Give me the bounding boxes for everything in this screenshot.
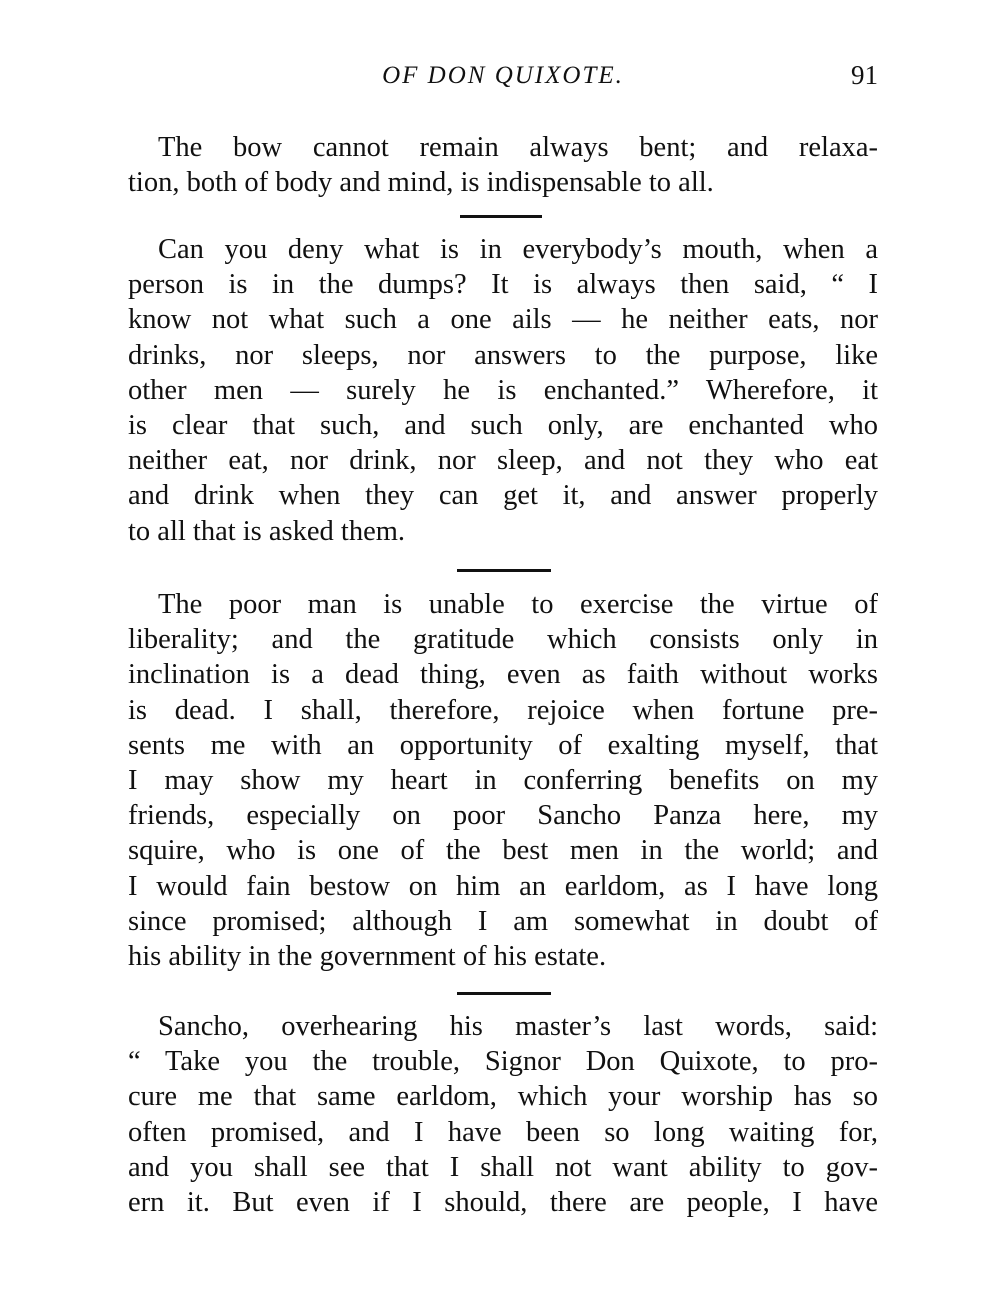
text-line: know not what such a one ails — he neither eats, nor (128, 304, 878, 336)
text-line: I would fain bestow on him an earldom, as I have long (128, 870, 878, 902)
text-line: to all that is asked them. (128, 515, 406, 547)
paragraph-1 (128, 130, 878, 200)
section-divider (460, 215, 542, 218)
text-line: cure me that same earldom, which your worship has so (128, 1081, 878, 1113)
text-line: The bow cannot remain always bent; and relaxa- (158, 132, 878, 163)
text-line: and you shall see that I shall not want ability to gov- (128, 1151, 878, 1183)
paragraph-2 (128, 232, 878, 549)
page-header (128, 58, 878, 98)
section-divider (457, 992, 551, 995)
section-divider (457, 569, 551, 572)
text-line: and drink when they can get it, and answer properly (128, 480, 878, 512)
text-line: person is in the dumps? It is always then said, “ I (128, 269, 878, 301)
paragraph-4 (128, 1009, 878, 1220)
text-line: is clear that such, and such only, are enchanted who (128, 409, 878, 441)
text-line: ern it. But even if I should, there are people, I have (128, 1186, 878, 1218)
text-line: other men — surely he is enchanted.” Wherefore, it (128, 374, 878, 406)
text-line: The poor man is unable to exercise the virtue of (158, 589, 878, 620)
text-line: I may show my heart in conferring benefits on my (128, 764, 878, 796)
text-line: his ability in the government of his estate. (128, 940, 607, 972)
text-line: friends, especially on poor Sancho Panza here, my (128, 800, 878, 832)
page-number: 91 (851, 60, 878, 90)
text-line: drinks, nor sleeps, nor answers to the purpose, like (128, 339, 878, 371)
paragraph-3 (128, 587, 878, 974)
text-line: squire, who is one of the best men in the world; and (128, 835, 878, 867)
text-line: “ Take you the trouble, Signor Don Quixote, to pro- (128, 1046, 878, 1078)
text-line: is dead. I shall, therefore, rejoice when fortune pre- (128, 694, 878, 726)
text-line: neither eat, nor drink, nor sleep, and not they who eat (128, 445, 878, 477)
text-line: Sancho, overhearing his master’s last words, said: (158, 1011, 878, 1042)
text-line: tion, both of body and mind, is indispensable to all. (128, 167, 714, 199)
text-line: Can you deny what is in everybody’s mouth, when a (158, 234, 878, 265)
text-line: since promised; although I am somewhat in doubt of (128, 905, 878, 937)
running-title: OF DON QUIXOTE. (382, 62, 624, 89)
text-line: liberality; and the gratitude which consists only in (128, 624, 878, 656)
text-line: inclination is a dead thing, even as faith without works (128, 659, 878, 691)
text-line: sents me with an opportunity of exalting myself, that (128, 729, 878, 761)
text-line: often promised, and I have been so long waiting for, (128, 1116, 878, 1148)
